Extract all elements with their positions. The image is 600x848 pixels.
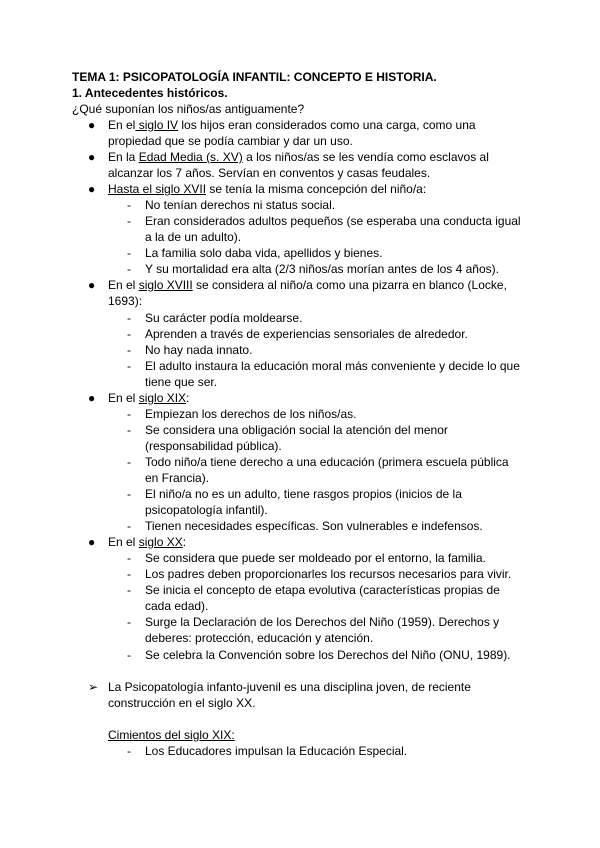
- dash-icon: -: [127, 648, 131, 662]
- sub-item-continuation: deberes: protección, educación y atención.: [145, 631, 374, 645]
- underlined-term: siglo XIX: [138, 391, 187, 405]
- dash-icon: -: [127, 198, 131, 212]
- underlined-term: Hasta el siglo XVII: [108, 182, 207, 196]
- bullet-icon: ●: [88, 391, 96, 405]
- sub-item: El adulto instaura la educación moral más conveniente y decide lo que: [145, 359, 520, 373]
- sub-item-continuation: en Francia).: [145, 471, 210, 485]
- bullet-icon: ●: [88, 278, 96, 292]
- sub-item: Aprenden a través de experiencias sensoriales de alrededor.: [145, 327, 468, 341]
- bullet-icon: ●: [88, 150, 96, 164]
- underlined-term: Edad Media (s. XV): [138, 150, 243, 164]
- underlined-term: siglo XVIII: [138, 278, 193, 292]
- sub-item: La familia solo daba vida, apellidos y bienes.: [145, 246, 383, 260]
- dash-icon: -: [127, 246, 131, 260]
- list-item-continuation: propiedad que se podía cambiar y dar un uso.: [108, 134, 353, 148]
- text: :: [186, 391, 190, 405]
- dash-icon: -: [127, 423, 131, 437]
- list-item: [108, 118, 476, 133]
- sub-item: Se celebra la Convención sobre los Derechos del Niño (ONU, 1989).: [145, 648, 511, 662]
- dash-icon: -: [127, 327, 131, 341]
- sub-item: Se considera una obligación social la atención del menor: [145, 423, 448, 437]
- arrow-bullet-icon: ➢: [88, 680, 99, 694]
- text: En el: [108, 535, 139, 549]
- document-title: TEMA 1: PSICOPATOLOGÍA INFANTIL: CONCEPTO E HISTORIA.: [72, 70, 437, 84]
- text: En el: [108, 391, 139, 405]
- sub-item: Todo niño/a tiene derecho a una educación (primera escuela pública: [145, 455, 509, 469]
- sub-item: Se inicia el concepto de etapa evolutiva (características propias de: [145, 583, 500, 597]
- section-heading: 1. Antecedentes históricos.: [72, 86, 228, 100]
- text: En el: [108, 118, 136, 132]
- sub-item: No tenían derechos ni status social.: [145, 198, 336, 212]
- text: :: [182, 535, 187, 549]
- dash-icon: -: [127, 487, 131, 501]
- list-item: [108, 150, 489, 165]
- text: En el: [108, 278, 139, 292]
- list-item: [108, 278, 507, 293]
- dash-icon: -: [127, 744, 131, 758]
- question-text: ¿Qué suponían los niños/as antiguamente?: [72, 102, 305, 116]
- sub-item: Empiezan los derechos de los niños/as.: [145, 407, 357, 421]
- dash-icon: -: [127, 311, 131, 325]
- sub-item: Su carácter podía moldearse.: [145, 311, 303, 325]
- sub-item: Eran considerados adultos pequeños (se esperaba una conducta igual: [145, 214, 521, 228]
- dash-icon: -: [127, 583, 131, 597]
- dash-icon: -: [127, 551, 131, 565]
- dash-icon: -: [127, 455, 131, 469]
- sub-item: El niño/a no es un adulto, tiene rasgos propios (inicios de la: [145, 487, 462, 501]
- sub-item-continuation: tiene que ser.: [145, 375, 218, 389]
- dash-icon: -: [127, 343, 131, 357]
- underlined-term: siglo XX: [138, 535, 183, 549]
- dash-icon: -: [127, 519, 131, 533]
- sub-item: Los Educadores impulsan la Educación Especial.: [145, 744, 408, 758]
- bullet-icon: ●: [88, 118, 96, 132]
- sub-item-continuation: psicopatología infantil).: [145, 503, 268, 517]
- list-item: [108, 535, 186, 550]
- dash-icon: -: [127, 615, 131, 629]
- text: se tenía la misma concepción del niño/a:: [206, 182, 427, 196]
- subheading: Cimientos del siglo XIX:: [108, 728, 235, 742]
- dash-icon: -: [127, 262, 131, 276]
- sub-item: Y su mortalidad era alta (2/3 niños/as morían antes de los 4 años).: [145, 262, 499, 276]
- sub-item: No hay nada innato.: [145, 343, 253, 357]
- dash-icon: -: [127, 214, 131, 228]
- arrow-item-continuation: construcción en el siglo XX.: [108, 696, 256, 710]
- text: se considera al niño/a como una pizarra en blanco (Locke,: [192, 278, 507, 292]
- text: los hijos eran considerados como una carga, como una: [178, 118, 476, 132]
- underlined-term: siglo IV: [135, 118, 179, 132]
- list-item: [108, 391, 189, 406]
- bullet-icon: ●: [88, 535, 96, 549]
- sub-item: Los padres deben proporcionarles los recursos necesarios para vivir.: [145, 567, 512, 581]
- sub-item: Tienen necesidades específicas. Son vulnerables e indefensos.: [145, 519, 483, 533]
- list-item: [108, 182, 426, 197]
- text: En la: [108, 150, 139, 164]
- sub-item-continuation: (responsabilidad pública).: [145, 439, 282, 453]
- sub-item: Surge la Declaración de los Derechos del Niño (1959). Derechos y: [145, 615, 500, 629]
- list-item-continuation: 1693):: [108, 294, 143, 308]
- sub-item: Se considera que puede ser moldeado por el entorno, la familia.: [145, 551, 486, 565]
- dash-icon: -: [127, 407, 131, 421]
- list-item-continuation: alcanzar los 7 años. Servían en conventos y casas feudales.: [108, 166, 431, 180]
- dash-icon: -: [127, 359, 131, 373]
- text: a los niños/as se les vendía como esclavos al: [242, 150, 489, 164]
- sub-item-continuation: cada edad).: [145, 599, 209, 613]
- sub-item-continuation: a la de un adulto).: [145, 230, 242, 244]
- dash-icon: -: [127, 567, 131, 581]
- bullet-icon: ●: [88, 182, 96, 196]
- arrow-item: La Psicopatología infanto-juvenil es una disciplina joven, de reciente: [108, 680, 471, 694]
